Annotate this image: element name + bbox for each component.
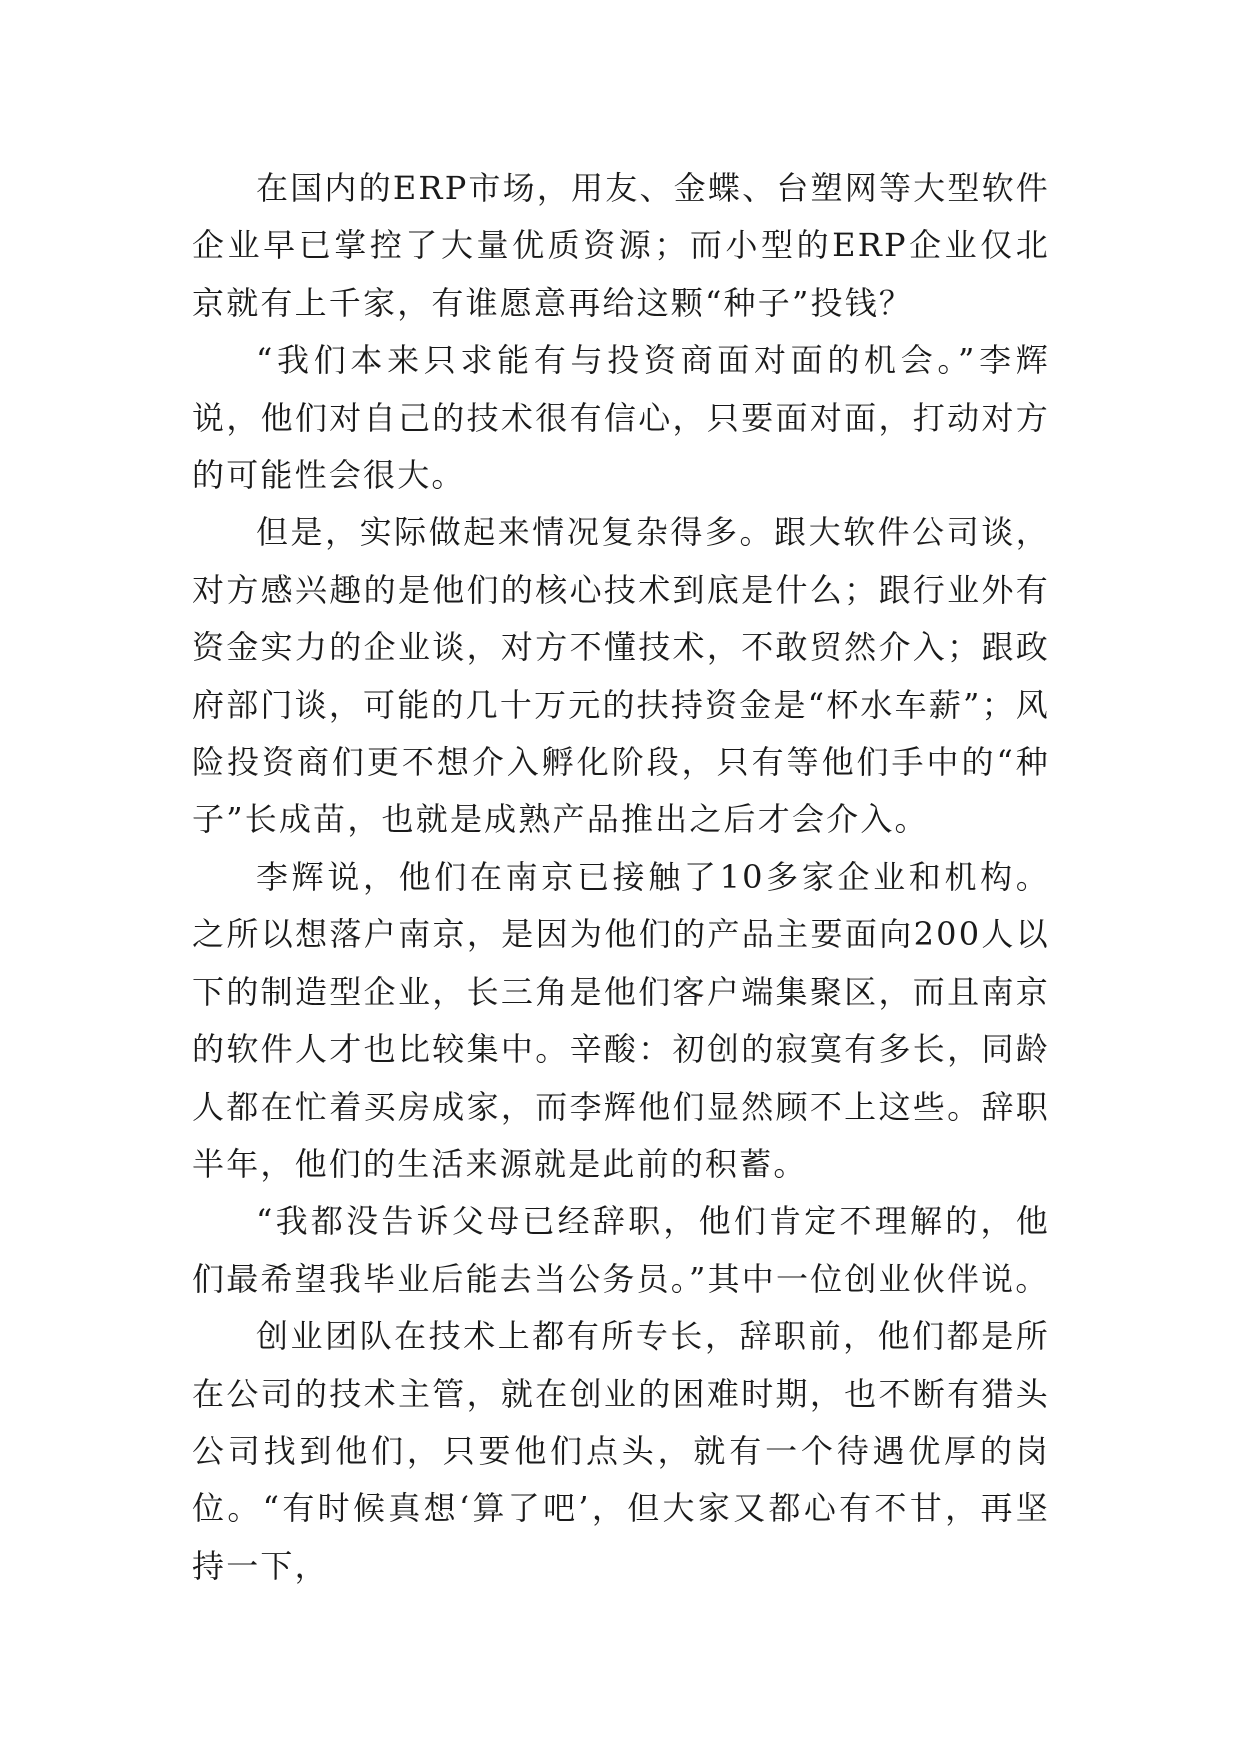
paragraph-parents: “我都没告诉父母已经辞职，他们肯定不理解的，他们最希望我毕业后能去当公务员。”其中一位创业伙伴说。 [192, 1202, 1050, 1298]
document-body [192, 160, 1050, 1595]
paragraph-erp-market: 在国内的ERP市场，用友、金蝶、台塑网等大型软件企业早已掌控了大量优质资源；而小型的ERP企业仅北京就有上千家，有谁愿意再给这颗“种子”投钱？ [192, 169, 1050, 322]
paragraph-complex-situation: 但是，实际做起来情况复杂得多。跟大软件公司谈，对方感兴趣的是他们的核心技术到底是什么；跟行业外有资金实力的企业谈，对方不懂技术，不敢贸然介入；跟政府部门谈，可能的几十万元的扶持资金是“杯水车薪”；风险投资商们更不想介入孵化阶段，只有等他们手中的“种子”长成苗，也就是成熟产品推出之后才会介入。 [192, 513, 1050, 839]
paragraph-face-to-face: “我们本来只求能有与投资商面对面的机会。”李辉说，他们对自己的技术很有信心，只要面对面，打动对方的可能性会很大。 [192, 341, 1050, 495]
paragraph-nanjing: 李辉说，他们在南京已接触了10多家企业和机构。之所以想落户南京，是因为他们的产品主要面向200人以下的制造型企业，长三角是他们客户端集聚区，而且南京的软件人才也比较集中。辛酸：初创的寂寞有多长，同龄人都在忙着买房成家，而李辉他们显然顾不上这些。辞职半年，他们的生活来源就是此前的积蓄。 [192, 857, 1050, 1183]
paragraph-team: 创业团队在技术上都有所专长，辞职前，他们都是所在公司的技术主管，就在创业的困难时期，也不断有猎头公司找到他们，只要他们点头，就有一个待遇优厚的岗位。“有时候真想‘算了吧’，但大家又都心有不甘，再坚持一下， [192, 1317, 1050, 1585]
